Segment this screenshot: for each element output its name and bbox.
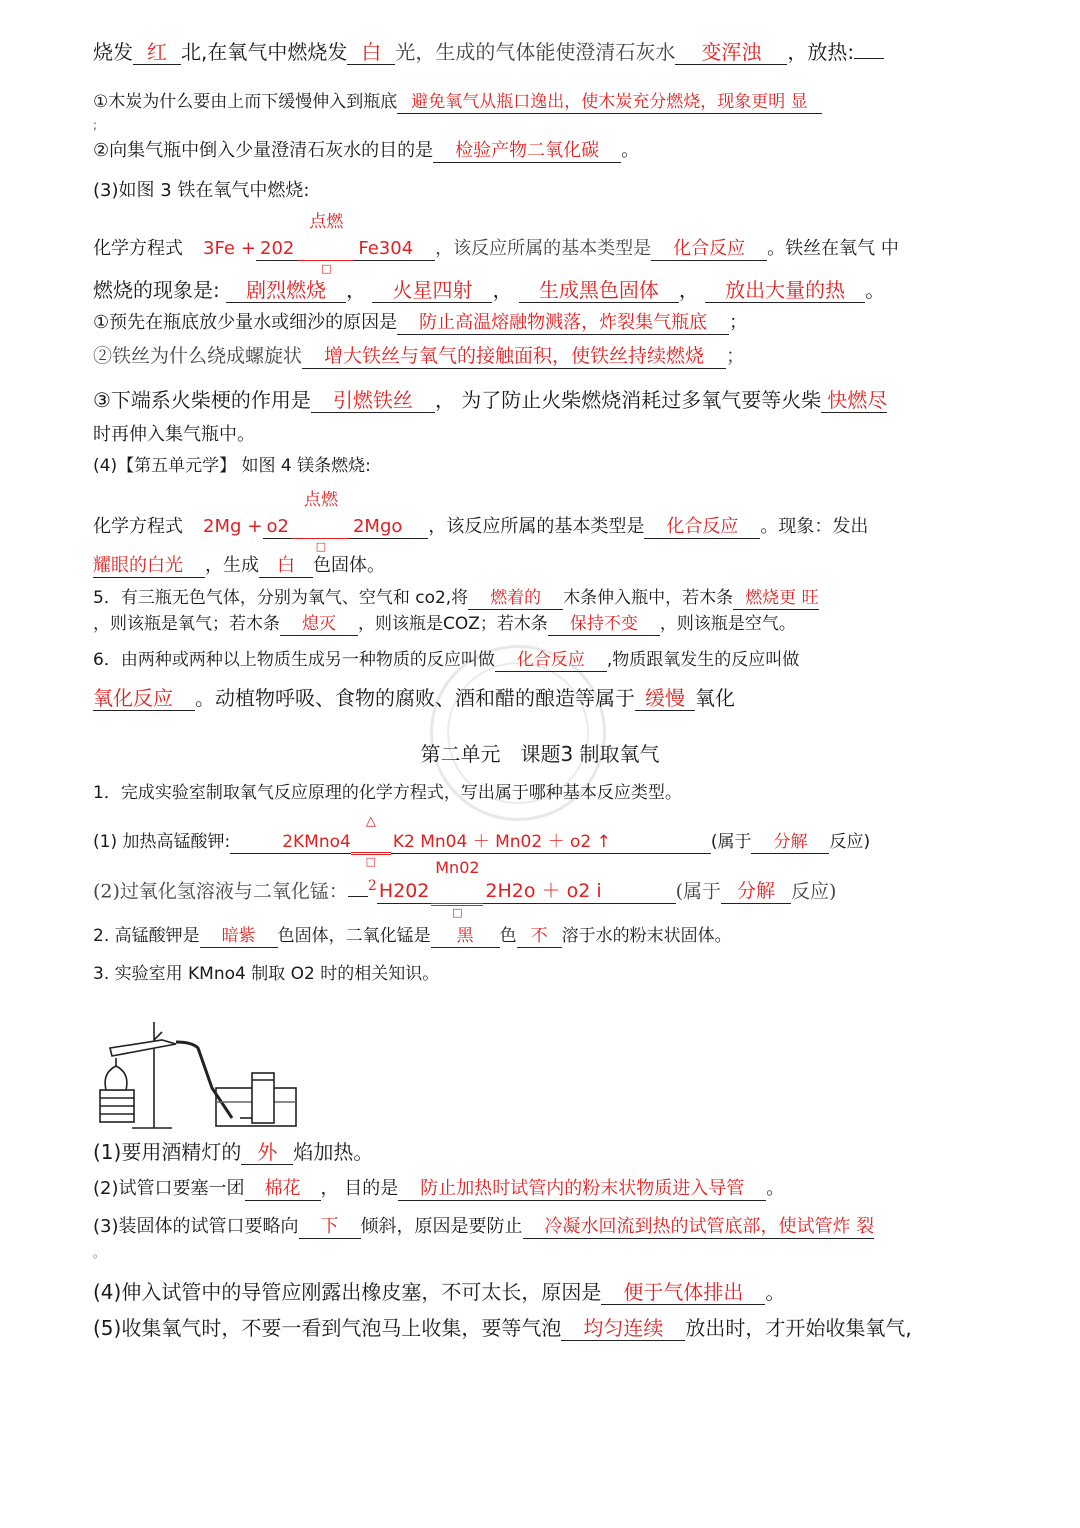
question-water-sand: ①预先在瓶底放少量水或细沙的原因是 防止高温熔融物溅落，炸裂集气瓶底 ；	[93, 312, 748, 333]
answer-match-burnt: 快燃尽	[821, 389, 887, 413]
answer-not: 不	[517, 927, 562, 948]
answer-gas-exit: 便于气体排出	[601, 1281, 765, 1305]
answer-burning-stick: 燃着的	[468, 589, 563, 610]
answer-dazzling-light: 耀眼的白光	[93, 556, 205, 578]
catalyst-mno2: Mn02	[435, 858, 480, 878]
answer-downward: 下	[299, 1217, 361, 1239]
reaction-arrow	[298, 212, 354, 276]
section-iron-burning: (3)如图 3 铁在氧气中燃烧:	[93, 180, 310, 201]
placeholder-box-icon: □	[321, 262, 332, 276]
placeholder-box-icon: □	[365, 855, 377, 869]
condition-ignite: 点燃	[303, 490, 338, 510]
reactant-fe: 3Fe	[203, 238, 235, 259]
blank-line	[854, 58, 884, 59]
answer-decomposition: 分解	[751, 833, 829, 854]
point-5: (5)收集氧气时，不要一看到气泡马上收集，要等气泡 均匀连续 放出时，才开始收集氧气,	[93, 1316, 912, 1340]
answer-oxidation: 氧化反应	[93, 687, 195, 711]
answer-combination: 化合反应	[495, 651, 607, 672]
question-spiral: ②铁丝为什么绕成螺旋状 增大铁丝与氧气的接触面积，使铁丝持续燃烧 ；	[93, 345, 746, 367]
answer-unchanged: 保持不变	[548, 615, 660, 636]
plus-sign: +	[247, 516, 263, 537]
answer-dark-purple: 暗紫	[200, 927, 278, 948]
reactant-kmno4: 2KMno4	[230, 833, 351, 854]
section-3: 3. 实验室用 KMno4 制取 O2 时的相关知识。	[93, 964, 440, 984]
question-match-cont: 时再伸入集气瓶中。	[93, 424, 255, 445]
point-4: (4)伸入试管中的导管应刚露出橡皮塞，不可太长，原因是 便于气体排出 。	[93, 1280, 786, 1304]
question-6: 6．由两种或两种以上物质生成另一种物质的反应叫做 化合反应 ,物质跟氧发生的反应叫做	[93, 650, 800, 670]
reaction-arrow	[431, 858, 483, 919]
question-charcoal-insert: ①木炭为什么要由上而下缓慢伸入到瓶底 避免氧气从瓶口逸出，使木炭充分燃烧，现象更明 显	[93, 92, 987, 114]
section-1: 1．完成实验室制取氧气反应原理的化学方程式，写出属于哪种基本反应类型。	[93, 783, 682, 803]
product-fe3o4: Fe304	[354, 239, 435, 261]
apparatus-figure	[92, 1018, 312, 1133]
answer-limewater: 检验产物二氧化碳	[433, 141, 621, 163]
reactant-h2o2: H202	[378, 880, 430, 903]
mg-equation-line: 化学方程式 2Mg + o2 点燃 □ 2Mgo ，该反应所属的基本类型是 化合反应 。现象：发出	[93, 490, 869, 554]
condition-heat-icon: △	[365, 814, 376, 829]
plus-sign: +	[240, 238, 256, 259]
placeholder-box-icon: □	[452, 905, 463, 919]
answer-spiral: 增大铁丝与氧气的接触面积，使铁丝持续燃烧	[302, 346, 726, 369]
phenomenon-4: 放出大量的热	[705, 279, 865, 303]
point-2: (2)试管口要塞一团 棉花 ， 目的是 防止加热时试管内的粉末状物质进入导管 。	[93, 1178, 785, 1199]
answer-condensation: 冷凝水回流到热的试管底部，使试管炸 裂	[523, 1217, 875, 1239]
products-kmno4: K2 Mn04 ＋ Mn02 ＋ o2 ↑	[391, 833, 711, 854]
answer-charcoal-insert: 避免氧气从瓶口逸出，使木炭充分燃烧，现象更明 显	[397, 93, 821, 114]
question-6-cont: 氧化反应 。动植物呼吸、食物的腐败、酒和醋的酿造等属于 缓慢 氧化	[93, 686, 735, 710]
reaction-arrow	[293, 490, 349, 554]
answer-cotton-purpose: 防止加热时试管内的粉末状物质进入导管	[398, 1179, 766, 1201]
answer-decomposition: 分解	[721, 881, 791, 904]
phenomenon-1: 剧烈燃烧	[226, 279, 346, 303]
answer-black: 黑	[431, 927, 500, 948]
blank-line	[348, 896, 368, 897]
question-match: ③下端系火柴梗的作用是 引燃铁丝 ， 为了防止火柴燃烧消耗过多氧气要等火柴 快燃尽	[93, 388, 888, 412]
iron-phenomenon-line: 燃烧的现象是: 剧烈燃烧 ， 火星四射 ， 生成黑色固体 ， 放出大量的热 。	[93, 278, 886, 302]
phenomenon-3: 生成黑色固体	[519, 279, 679, 303]
answer-burns-brighter: 燃烧更 旺	[733, 589, 818, 610]
answer-reaction-type: 化合反应	[644, 517, 760, 539]
reactant-mg: 2Mg	[203, 516, 242, 537]
products-h2o2: 2H2o ＋ o2 i	[483, 881, 675, 904]
product-mgo: 2Mgo	[349, 517, 428, 539]
reaction-arrow	[351, 814, 391, 869]
question-5-cont: ，则该瓶是氧气；若木条 熄灭 ，则该瓶是COZ；若木条 保持不变 ，则该瓶是空气。	[93, 614, 796, 634]
answer-water-sand: 防止高温熔融物溅落，炸裂集气瓶底	[397, 313, 729, 335]
answer-white-solid: 白	[259, 556, 313, 578]
line-carbon-oxygen: 烧发 红 北,在氧气中燃烧发 白 光，生成的气体能使澄清石灰水 变浑浊 ，放热:	[93, 40, 987, 65]
answer-white: 白	[347, 41, 395, 65]
question-5: 5．有三瓶无色气体，分别为氧气、空气和 co2,将 燃着的 木条伸入瓶中，若木条 燃烧更 旺	[93, 588, 819, 608]
answer-turbid: 变浑浊	[675, 41, 787, 65]
section-2: 2. 高锰酸钾是 暗紫 色固体，二氧化锰是 黑 色 不 溶于水的粉末状固体。	[93, 926, 732, 946]
point-3: (3)装固体的试管口要略向 下 倾斜，原因是要防止 冷凝水回流到热的试管底部，使试管炸 裂	[93, 1216, 875, 1237]
answer-cotton: 棉花	[245, 1179, 321, 1201]
point-1: (1)要用酒精灯的 外 焰加热。	[93, 1140, 374, 1164]
answer-red: 红	[133, 41, 181, 65]
reactant-o2: o2	[263, 517, 293, 539]
period-mark: 。	[93, 1246, 106, 1260]
answer-uniform: 均匀连续	[561, 1317, 685, 1341]
kmno4-equation: (1) 加热高锰酸钾: 2KMno4 △ □ K2 Mn04 ＋ Mn02 ＋ o2 ↑ (属于 分解 反应)	[93, 814, 871, 869]
mg-phenomenon: 耀眼的白光 ，生成 白 色固体。	[93, 555, 385, 576]
coefficient: 2	[367, 878, 377, 894]
unit-title: 第二单元 课题3 制取氧气	[420, 742, 660, 766]
placeholder-box-icon: □	[315, 540, 327, 554]
answer-reaction-type: 化合反应	[651, 239, 767, 261]
section-magnesium: (4)【第五单元学】 如图 4 镁条燃烧:	[93, 456, 371, 476]
semicolon-mark: ;	[93, 118, 98, 132]
phenomenon-2: 火星四射	[372, 279, 492, 303]
question-limewater-purpose: ②向集气瓶中倒入少量澄清石灰水的目的是 检验产物二氧化碳 。	[93, 140, 640, 161]
condition-ignite: 点燃	[309, 212, 344, 232]
answer-slow: 缓慢	[635, 687, 695, 711]
iron-equation-line: 化学方程式 3Fe + 202 点燃 □ Fe304 ，该反应所属的基本类型是 化合反应 。铁丝在氧气 中	[93, 212, 899, 276]
answer-extinguished: 熄灭	[280, 615, 358, 636]
reactant-o2: 202	[256, 239, 298, 261]
h2o2-equation: (2)过氧化氢溶液与二氧化锰： $^2$ H202 Mn02 □ 2H2o ＋ o2 i (属于 分解 反应)	[93, 858, 837, 919]
answer-match: 引燃铁丝	[311, 389, 435, 413]
answer-outer: 外	[241, 1141, 293, 1165]
